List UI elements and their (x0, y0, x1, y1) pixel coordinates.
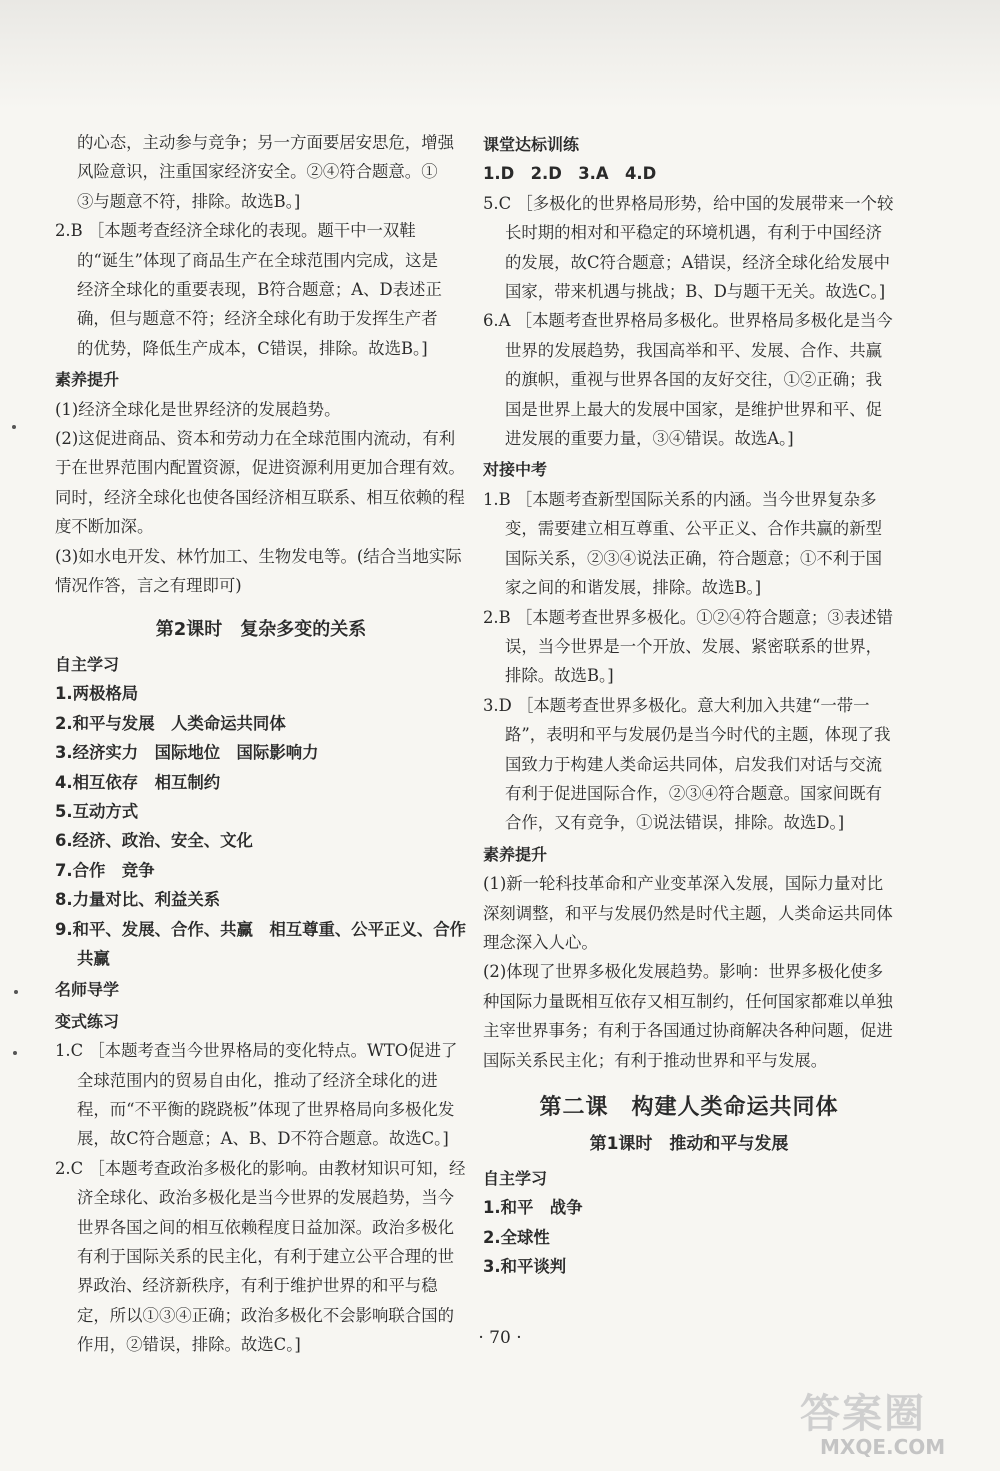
list-item: 7.合作 竞争 (55, 860, 155, 880)
answer-item: 2.C ［本题考查政治多极化的影响。由教材知识可知，经济全球化、政治多极化是当今世界的发展趋势，当今世界各国之间的相互依赖程度日益加深。政治多极化有利于国际关系的民主化，有利于建立公平合理的世界政治、经济新秩序，有利于维护世界的和平与稳定，所以①③④正确；政治多极化不会影响联合国的作用，②错误，排除。故选C。] (55, 1158, 466, 1355)
answer-item: 1.B ［本题考查新型国际关系的内涵。当今世界复杂多变，需要建立相互尊重、公平正义、合作共赢的新型国际关系，②③④说法正确，符合题意；①不利于国家之间的和谐发展，排除。故选B。] (483, 489, 882, 598)
answer-item: 1.C ［本题考查当今世界格局的变化特点。WTO促进了全球范围内的贸易自由化，推动了经济全球化的进程，而“不平衡的跷跷板”体现了世界格局向多极化发展，故C符合题意；A、B、D不符合题意。故选C。] (55, 1041, 458, 1149)
right-column (483, 128, 895, 1281)
answer-line: 经济全球化的重要表现，B符合题意；A、D表述正 (77, 280, 442, 300)
list-item: 1.和平 战争 (483, 1198, 583, 1218)
answer-item: 2.B ［本题考查世界多极化。①②④符合题意；③表述错误，当今世界是一个开放、发展、紧密联系的世界，排除。故选B。] (483, 607, 893, 686)
answer-item: 3.D ［本题考查世界多极化。意大利加入共建“一带一路”，表明和平与发展仍是当今时代的主题，体现了我国致力于构建人类命运共同体，启发我们对话与交流有利于促进国际合作，②③④符合题意。国家间既有合作，又有竞争，①说法错误，排除。故选D。] (483, 695, 891, 833)
watermark-url: MXQE.COM (820, 1435, 946, 1459)
answers-line: 1.D 2.D 3.A 4.D (483, 164, 657, 184)
list-item: (1)经济全球化是世界经济的发展趋势。 (55, 399, 341, 419)
list-item: 3.经济实力 国际地位 国际影响力 (55, 743, 319, 763)
section-heading: 名师导学 (55, 980, 120, 1000)
scan-speck (12, 425, 16, 429)
list-item: 2.和平与发展 人类命运共同体 (55, 713, 286, 733)
continued-line: 的心态，主动参与竞争；另一方面要居安思危，增强 (77, 133, 454, 152)
list-item: 9.和平、发展、合作、共赢 相互尊重、公平正义、合作共赢 (55, 919, 467, 968)
section-heading: 自主学习 (483, 1168, 548, 1188)
list-item: 2.全球性 (483, 1227, 550, 1247)
answer-2 (55, 216, 467, 363)
answer-line: 的“诞生”体现了商品生产在全球范围内完成，这是 (77, 250, 438, 270)
lesson-title: 第2课时 复杂多变的关系 (155, 618, 367, 640)
section-heading: 素养提升 (483, 844, 548, 864)
continued-line: ③与题意不符，排除。故选B。] (77, 191, 301, 211)
left-column (55, 128, 467, 1360)
list-item: (1)新一轮科技革命和产业变革深入发展，国际力量对比深刻调整，和平与发展仍然是时代主题，人类命运共同体理念深入人心。 (483, 874, 893, 952)
list-item: (3)如水电开发、林竹加工、生物发电等。(结合当地实际情况作答，言之有理即可) (55, 546, 462, 596)
watermark-logo (800, 1392, 990, 1462)
list-item: 5.互动方式 (55, 801, 139, 821)
section-heading: 自主学习 (55, 654, 120, 674)
answer-line: 2.B ［本题考查经济全球化的表现。题干中一双鞋 (55, 221, 416, 241)
answer-line: 确，但与题意不符；经济全球化有助于发挥生产者 (77, 309, 438, 329)
answer-item: 5.C ［多极化的世界格局形势，给中国的发展带来一个较长时期的相对和平稳定的环境机遇，有利于中国经济的发展，故C符合题意；A错误，经济全球化给发展中国家，带来机遇与挑战；B、D与题干无关。故选C。] (483, 193, 894, 302)
subsection-heading: 变式练习 (55, 1011, 120, 1031)
list-item: 8.力量对比、利益关系 (55, 890, 221, 910)
page-number: · 70 · (478, 1328, 522, 1348)
list-item: 1.两极格局 (55, 684, 139, 704)
answer-item: 6.A ［本题考查世界格局多极化。世界格局多极化是当今世界的发展趋势，我国高举和平、发展、合作、共赢的旗帜，重视与世界各国的友好交往，①②正确；我国是世界上最大的发展中国家，是维护世界和平、促进发展的重要力量，③④错误。故选A。] (483, 311, 893, 449)
lesson-title: 第1课时 推动和平与发展 (589, 1134, 789, 1155)
scan-speck (13, 1051, 17, 1055)
watermark-text: 答案圈 (800, 1391, 926, 1437)
scan-top-shadow (0, 0, 1000, 110)
section-heading: 课堂达标训练 (483, 135, 580, 154)
list-item: 4.相互依存 相互制约 (55, 772, 221, 792)
section-heading: 对接中考 (483, 460, 548, 480)
list-item: (2)体现了世界多极化发展趋势。影响：世界多极化使多种国际力量既相互依存又相互制约，任何国家都难以单独主宰世界事务；有利于各国通过协商解决各种问题，促进国际关系民主化；有利于推动世界和平与发展。 (483, 962, 893, 1070)
scan-speck (14, 990, 18, 994)
continued-line: 风险意识，注重国家经济安全。②④符合题意。① (77, 162, 438, 182)
answer-line: 的优势，降低生产成本，C错误，排除。故选B。] (77, 338, 428, 358)
list-item: 3.和平谈判 (483, 1257, 567, 1277)
chapter-title: 第二课 构建人类命运共同体 (539, 1095, 839, 1120)
list-item: 6.经济、政治、安全、文化 (55, 831, 253, 851)
section-heading: 素养提升 (55, 370, 120, 390)
list-item: (2)这促进商品、资本和劳动力在全球范围内流动，有利于在世界范围内配置资源，促进资源利用更加合理有效。同时，经济全球化也使各国经济相互联系、相互依赖的程度不断加深。 (55, 429, 465, 537)
